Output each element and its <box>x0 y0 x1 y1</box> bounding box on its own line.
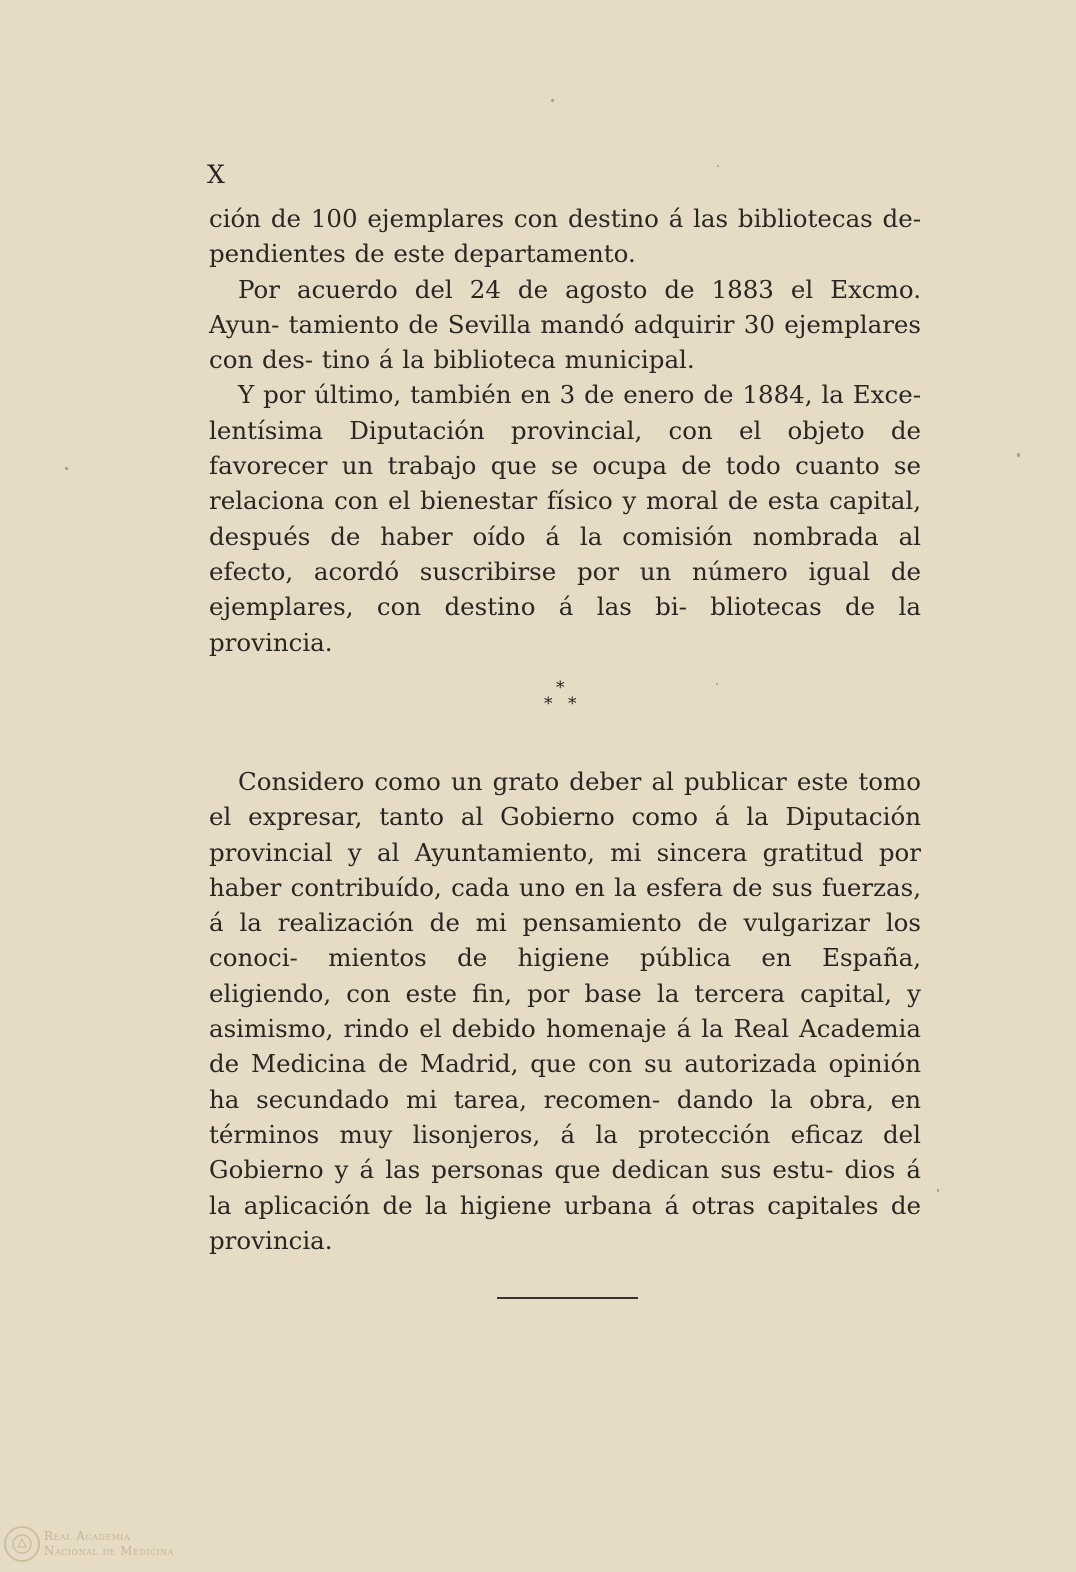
text-line: eficaz del Gobierno y á las personas que dedican sus estu- <box>209 1119 922 1185</box>
text-line: el expresar, tanto al Gobierno como á la Diputación <box>209 802 921 832</box>
text-block-acquisitions <box>209 201 921 660</box>
text-line: Y por último, también en 3 de enero de 1884, la Exce- <box>238 380 921 410</box>
text-line: de provincia. <box>209 1190 922 1255</box>
text-line: un trabajo que se ocupa de todo cuanto se relaciona con el <box>209 451 921 516</box>
text-line: dando la obra, en términos muy lisonjeros, á la protección <box>209 1084 921 1149</box>
asterism-star: * <box>544 694 553 714</box>
text-line: tamiento de Sevilla mandó adquirir 30 ejemplares con des- <box>209 309 921 375</box>
text-line: bienestar físico y moral de esta capital, después de haber <box>209 486 921 551</box>
watermark-line: Nacional de Medicina <box>44 1544 174 1558</box>
text-line: provincial y al Ayuntamiento, mi sincera gratitud por <box>209 837 921 867</box>
text-line: lentísima Diputación provincial, con el objeto de favorecer <box>209 415 921 481</box>
end-rule-divider <box>497 1297 638 1299</box>
text-line: bliotecas de la provincia. <box>209 592 921 657</box>
watermark-line: Real Academia <box>44 1529 131 1543</box>
paper-speck <box>65 467 68 470</box>
text-line: tino á la biblioteca municipal. <box>321 345 695 375</box>
text-line: fin, por base la tercera capital, y asimismo, rindo el debido <box>209 978 921 1044</box>
paper-speck <box>716 683 718 685</box>
text-line: haber contribuído, cada uno en la esfera de sus fuerzas, á <box>209 872 921 938</box>
paragraph-continuation <box>209 201 921 272</box>
text-block-gratitude <box>209 764 921 1258</box>
paragraph-gratitude <box>209 764 921 1258</box>
text-line: Considero como un grato deber al publicar este tomo <box>238 767 921 796</box>
text-line: pendientes de este departamento. <box>209 239 636 269</box>
text-line: Por acuerdo del 24 de agosto de 1883 el Excmo. Ayun- <box>209 274 921 339</box>
asterism-section-break <box>540 678 588 718</box>
text-line: ción de 100 ejemplares con destino á las bibliotecas de- <box>209 204 921 233</box>
page-number: X <box>207 160 226 189</box>
asterism-star: * <box>568 694 577 714</box>
text-line: oído á la comisión nombrada al efecto, acordó suscribirse <box>209 521 922 586</box>
paper-speck <box>551 99 554 102</box>
text-line: homenaje á la Real Academia de Medicina de Madrid, que <box>209 1014 921 1079</box>
library-watermark <box>4 1526 174 1562</box>
paper-speck <box>1017 453 1020 457</box>
paragraph-diputacion <box>209 377 921 659</box>
text-line: por un número igual de ejemplares, con destino á las bi- <box>209 556 922 622</box>
text-line: con su autorizada opinión ha secundado mi tarea, recomen- <box>209 1049 921 1114</box>
paragraph-ayuntamiento <box>209 272 921 378</box>
paper-speck <box>717 165 719 167</box>
asterism-star: * <box>556 678 565 698</box>
text-line: la realización de mi pensamiento de vulgarizar los conoci- <box>209 908 921 973</box>
paper-speck <box>937 1189 939 1192</box>
seal-icon <box>4 1526 40 1562</box>
text-line: mientos de higiene pública en España, eligiendo, con este <box>209 943 921 1008</box>
text-line: dios á la aplicación de la higiene urbana á otras capitales <box>209 1155 921 1220</box>
